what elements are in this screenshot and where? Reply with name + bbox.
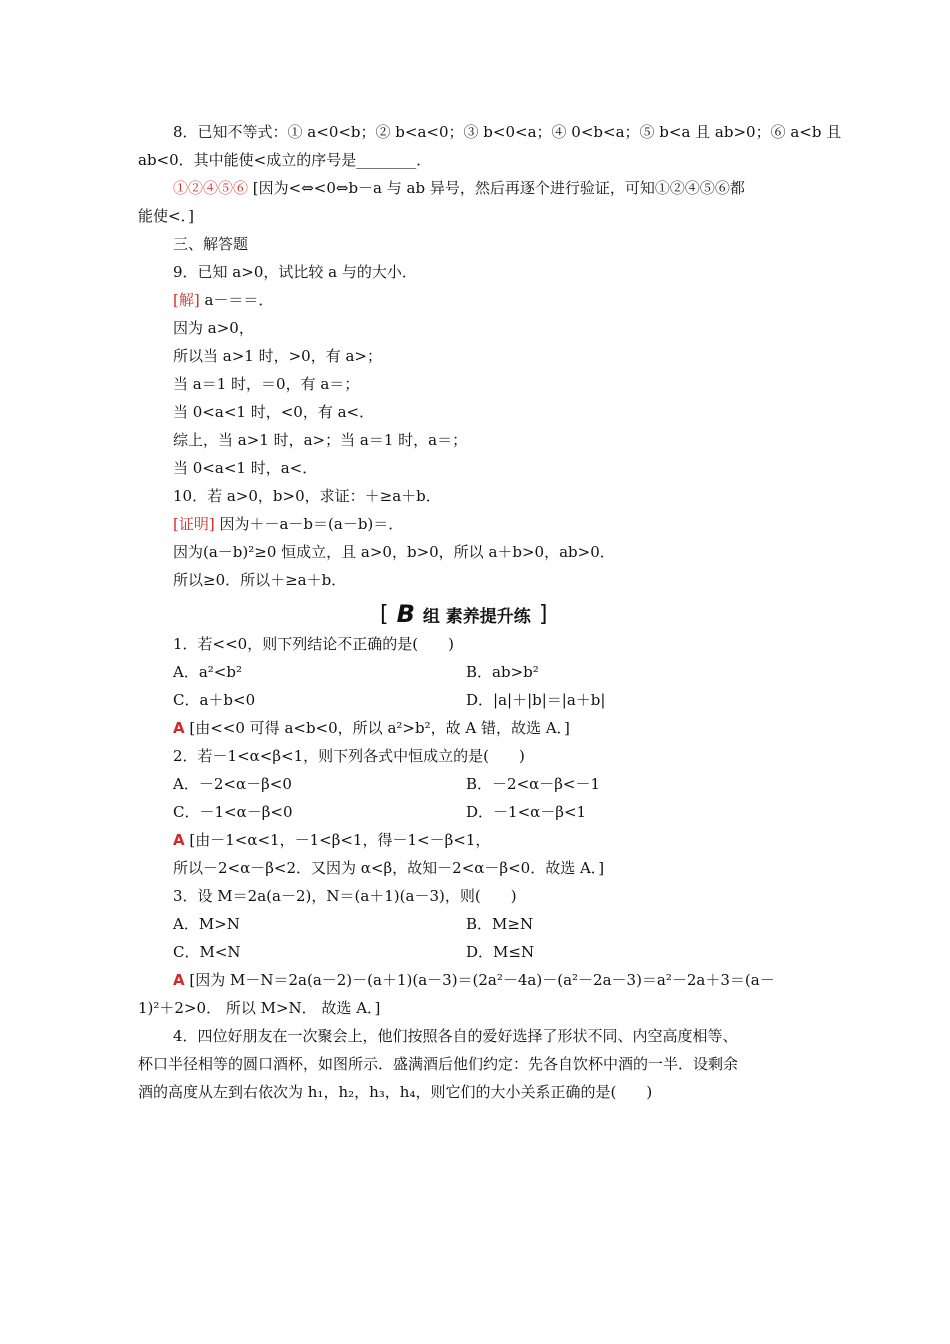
b3-option-b: B．M≥N (466, 915, 534, 933)
b3-answer-letter: A (173, 971, 185, 989)
b2-explanation: [由－1<α<1，－1<β<1，得－1<－β<1， (184, 831, 491, 849)
b1-option-c: C．a＋b<0 (173, 691, 256, 709)
b3-option-a: A．M>N (173, 915, 240, 933)
b3-option-c: C．M<N (173, 943, 241, 961)
q9-line7: 当 0<a<1 时，a<． (173, 459, 318, 477)
q10-line1-text: 因为＋－a－b＝(a－b)＝． (214, 515, 404, 533)
b1-option-b: B．ab>b² (466, 663, 539, 681)
b1-answer-letter: A (173, 719, 185, 737)
b2-explanation-line2: 所以－2<α－β<2．又因为 α<β，故知－2<α－β<0．故选 A．] (173, 859, 605, 877)
b3-explanation: [因为 M－N＝2a(a－2)－(a＋1)(a－3)＝(2a²－4a)－(a²－2a－3)＝a²－2a＋3＝(a－ (184, 971, 775, 989)
q8-answer (173, 178, 745, 198)
b2-option-d: D．－1<α－β<1 (466, 803, 587, 821)
b1-option-a: A．a²<b² (173, 663, 242, 681)
b1-stem: 1．若<<0，则下列结论不正确的是( ) (173, 635, 454, 653)
group-b-banner (380, 600, 580, 628)
banner-close-bracket: ] (538, 601, 548, 627)
q10-stem: 10．若 a>0，b>0，求证：＋≥a＋b． (173, 487, 441, 505)
q10-line2: 因为(a－b)²≥0 恒成立，且 a>0，b>0，所以 a＋b>0，ab>0． (173, 543, 615, 561)
q9-line3: 所以当 a>1 时，>0，有 a>； (173, 347, 382, 365)
q9-line4: 当 a＝1 时，＝0，有 a＝； (173, 375, 360, 393)
q9-line2: 因为 a>0， (173, 319, 254, 337)
q8-line2: ab<0．其中能使<成立的序号是________． (138, 151, 432, 169)
section-heading: 三、解答题 (173, 235, 249, 253)
b1-answer (173, 718, 570, 738)
q8-line1: 8．已知不等式：① a<0<b；② b<a<0；③ b<0<a；④ 0<b<a；⑤ b<a 且 ab>0；⑥ a<b 且 (173, 123, 842, 141)
b3-stem: 3．设 M＝2a(a－2)，N＝(a＋1)(a－3)，则( ) (173, 887, 517, 905)
q8-answer-text: [因为<⇔<0⇔b－a 与 ab 异号，然后再逐个进行验证，可知①②④⑤⑥都 (248, 179, 745, 197)
q9-line6: 综上，当 a>1 时，a>；当 a＝1 时，a＝； (173, 431, 468, 449)
banner-text: 组 素养提升练 (422, 606, 531, 627)
q8-answer-line2: 能使<．] (138, 207, 194, 225)
q9-tag: [解] (173, 291, 200, 309)
banner-open-bracket: [ (380, 601, 389, 627)
q9-stem: 9．已知 a>0，试比较 a 与的大小． (173, 263, 417, 281)
b4-line3: 酒的高度从左到右依次为 h₁，h₂，h₃，h₄，则它们的大小关系正确的是( ) (138, 1083, 653, 1101)
q9-line1 (173, 290, 273, 310)
q10-line3: 所以≥0．所以＋≥a＋b． (173, 571, 347, 589)
b2-stem: 2．若－1<α<β<1，则下列各式中恒成立的是( ) (173, 747, 525, 765)
b2-answer (173, 830, 490, 850)
q9-line1-text: a－＝＝． (199, 291, 274, 309)
b3-answer (173, 970, 775, 990)
q10-tag: [证明] (173, 515, 215, 533)
q8-answer-tag: ①②④⑤⑥ (173, 179, 249, 197)
b1-explanation: [由<<0 可得 a<b<0，所以 a²>b²，故 A 错，故选 A．] (184, 719, 570, 737)
b2-option-c: C．－1<α－β<0 (173, 803, 293, 821)
b4-line1: 4．四位好朋友在一次聚会上，他们按照各自的爱好选择了形状不同、内空高度相等、 (173, 1027, 738, 1045)
b3-explanation-line2: 1)²＋2>0． 所以 M>N． 故选 A．] (138, 999, 381, 1017)
b3-option-d: D．M≤N (466, 943, 535, 961)
b4-line2: 杯口半径相等的圆口酒杯，如图所示．盛满酒后他们约定：先各自饮杯中酒的一半．设剩余 (138, 1055, 739, 1073)
banner-letter: B (396, 600, 415, 628)
q9-line5: 当 0<a<1 时，<0，有 a<． (173, 403, 375, 421)
b2-option-b: B．－2<α－β<－1 (466, 775, 601, 793)
b2-option-a: A．－2<α－β<0 (173, 775, 292, 793)
b1-option-d: D．|a|＋|b|＝|a＋b| (466, 691, 606, 709)
q10-line1 (173, 514, 403, 534)
b2-answer-letter: A (173, 831, 185, 849)
